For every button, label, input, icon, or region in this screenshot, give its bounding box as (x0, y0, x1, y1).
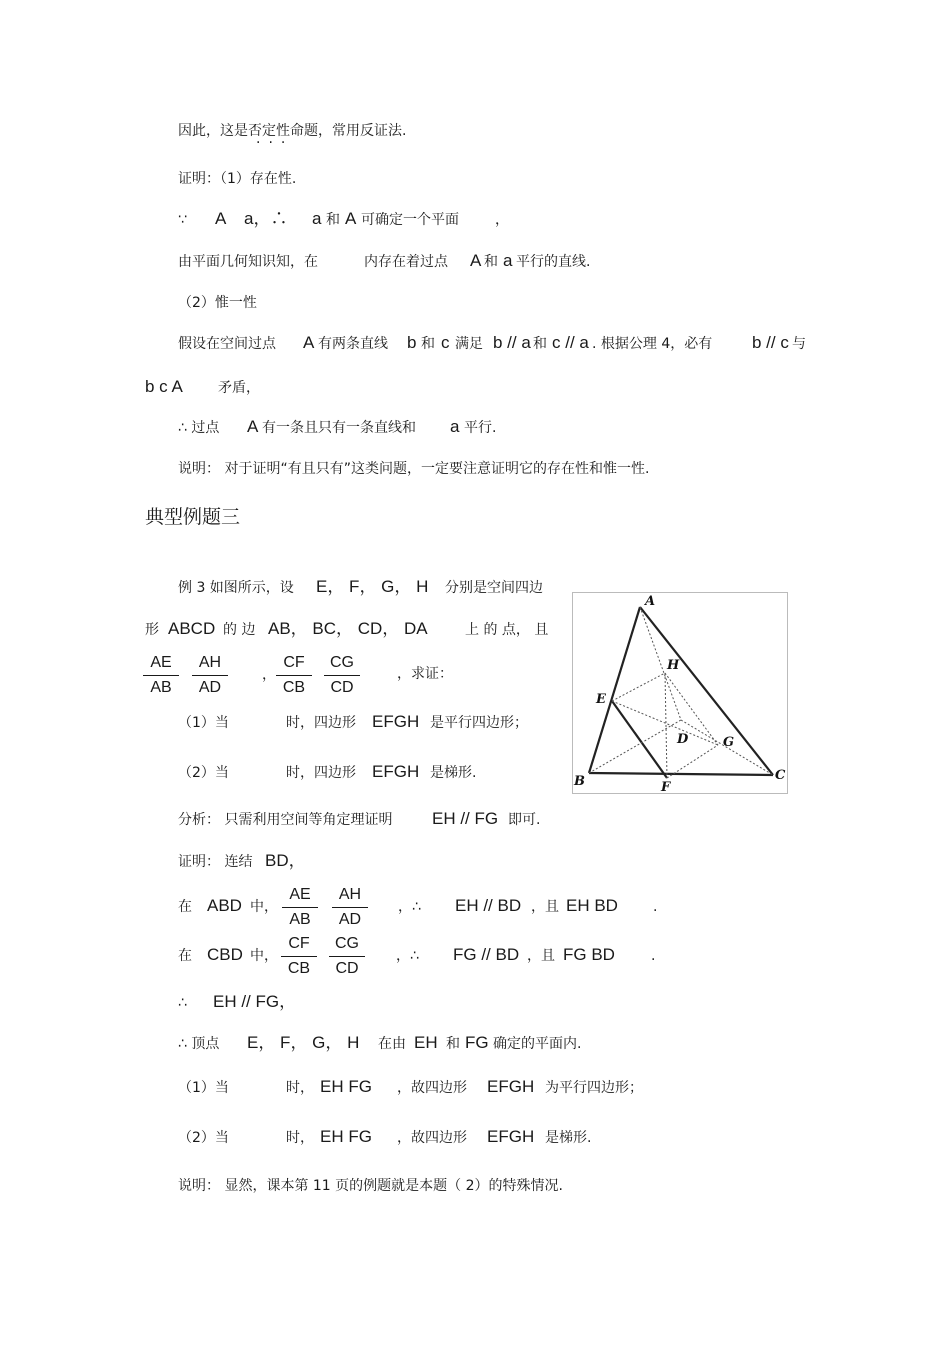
text-line: 为平行四边形； (545, 1080, 643, 1096)
text-line: （2）惟一性 (178, 295, 257, 311)
fraction: AE AB (282, 885, 318, 930)
text-line: 是梯形. (430, 765, 477, 781)
text-line: ，且 (531, 899, 559, 915)
text-line: ，求证： (397, 666, 453, 682)
text-line: FG BD (563, 945, 615, 964)
text-line: 和 (446, 1036, 460, 1052)
text-line: FG // BD (453, 945, 520, 964)
text-line: EH FG (320, 1077, 372, 1096)
text-line: BD， (265, 851, 306, 870)
text-line: EH // FG (432, 809, 499, 828)
fraction: CF CB (276, 653, 312, 698)
text-line: 在 (178, 899, 192, 915)
text-line: ∴ (178, 995, 187, 1011)
text-line: 矛盾， (218, 380, 260, 396)
text-line: 时， (286, 1080, 314, 1096)
text-line: ABD (207, 896, 242, 915)
text-line: b // a (493, 333, 531, 352)
text-line: a (312, 209, 322, 228)
text-line: . (653, 899, 658, 915)
point-label-D: D (677, 732, 689, 747)
text-line: 内存在着过点 (364, 254, 448, 270)
text-line: 形 (145, 622, 159, 638)
fraction: AH AD (332, 885, 368, 930)
point-label-H: H (667, 658, 680, 673)
text-line: 即可. (508, 812, 541, 828)
text-line: b c A (145, 377, 183, 396)
text-line: EFGH (372, 762, 420, 781)
fraction: AE AB (143, 653, 179, 698)
text-line: A (345, 209, 357, 228)
text-line: a (503, 251, 513, 270)
text-line: ∴ 顶点 (178, 1036, 220, 1052)
text-line: ，故四边形 (397, 1080, 467, 1096)
tetrahedron-figure (572, 592, 788, 794)
point-label-A: A (645, 594, 656, 609)
text-line: . 根据公理 4，必有 (592, 336, 713, 352)
point-label-E: E (596, 692, 606, 707)
text-line: 上 的 点， 且 (465, 622, 549, 638)
text-line: CBD (207, 945, 243, 964)
text-line: 在由 (378, 1036, 406, 1052)
text-line: 因此，这是否定性命题，常用反证法. (178, 123, 407, 139)
text-line: 和 (533, 336, 547, 352)
section-heading: 典型例题三 (145, 506, 241, 528)
text-line: 由平面几何知识知，在 (178, 254, 318, 270)
text-line: 和 (421, 336, 435, 352)
edge-BC (589, 773, 773, 775)
emphasis-dots: ··· (256, 135, 294, 151)
text-line: b // c (752, 333, 789, 352)
text-line: 例 3 如图所示，设 (178, 580, 294, 596)
text-line: 中， (250, 899, 278, 915)
text-line: 在 (178, 948, 192, 964)
text-line: EFGH (372, 712, 420, 731)
text-line: 确定的平面内. (493, 1036, 582, 1052)
text-line: FG (465, 1033, 489, 1052)
text-line: 的 边 (223, 622, 256, 638)
text-line: 和 (484, 254, 498, 270)
fraction: CG CD (329, 934, 365, 979)
text-line: 与 (792, 336, 806, 352)
point-label-F: F (661, 780, 671, 793)
text-line: （2）当 (178, 1130, 229, 1146)
text-line: 有两条直线 (318, 336, 388, 352)
text-line: 证明： 连结 (178, 854, 253, 870)
text-line: ，∴ (398, 899, 421, 915)
text-line: EFGH (487, 1077, 535, 1096)
point-label-B: B (574, 774, 585, 789)
fraction: AH AD (192, 653, 228, 698)
text-line: 是梯形. (545, 1130, 592, 1146)
text-line: A (303, 333, 315, 352)
segment-EH (612, 673, 665, 701)
text-line: 时， (286, 1130, 314, 1146)
text-line: （2）当 (178, 765, 229, 781)
text-line: ， (262, 667, 276, 683)
text-line: 和 (326, 212, 340, 228)
text-line: 是平行四边形； (430, 715, 528, 731)
text-line: 满足 (455, 336, 483, 352)
text-line: b (407, 333, 417, 352)
point-label-G: G (723, 735, 735, 750)
text-line: ，故四边形 (397, 1130, 467, 1146)
text-line: c (441, 333, 450, 352)
text-line: ∵ (178, 212, 187, 228)
segment-HG (665, 673, 718, 745)
text-line: A (247, 417, 259, 436)
text-line: 平行. (464, 420, 497, 436)
text-line: A (470, 251, 482, 270)
text-line: 有一条且只有一条直线和 (262, 420, 416, 436)
text-line: 分析： 只需利用空间等角定理证明 (178, 812, 393, 828)
text-line: （1）当 (178, 715, 229, 731)
text-line: E， F， G， H (247, 1033, 360, 1052)
text-line: 时，四边形 (286, 765, 356, 781)
text-line: 平行的直线. (516, 254, 591, 270)
text-line: EH BD (566, 896, 618, 915)
text-line: 时，四边形 (286, 715, 356, 731)
text-line: （1）当 (178, 1080, 229, 1096)
point-label-C: C (775, 768, 786, 783)
text-line: EH // FG， (213, 992, 297, 1011)
text-line: AB， BC， CD， DA (268, 619, 428, 638)
text-line: 说明： 显然，课本第 11 页的例题就是本题（ 2）的特殊情况. (178, 1178, 563, 1194)
segment-HF (665, 673, 667, 778)
text-line: EH // BD (455, 896, 522, 915)
text-line: ， (495, 212, 509, 228)
text-line: ABCD (168, 619, 216, 638)
text-line: c // a (552, 333, 589, 352)
text-line: A (215, 209, 227, 228)
text-line: ，且 (527, 948, 555, 964)
text-line: 证明：（1）存在性. (178, 171, 297, 187)
text-line: EH (414, 1033, 438, 1052)
edge-AC (640, 607, 773, 775)
fraction: CG CD (324, 653, 360, 698)
text-line: E， F， G， H (316, 577, 429, 596)
text-line: a，∴ (244, 209, 288, 228)
fraction: CF CB (281, 934, 317, 979)
text-line: ∴ 过点 (178, 420, 220, 436)
tetrahedron-diagram (573, 593, 787, 793)
text-line: EH FG (320, 1127, 372, 1146)
text-line: 分别是空间四边 (445, 580, 543, 596)
text-line: 说明： 对于证明“有且只有”这类问题，一定要注意证明它的存在性和惟一性. (178, 461, 650, 477)
text-line: 可确定一个平面 (361, 212, 459, 228)
text-line: EFGH (487, 1127, 535, 1146)
text-line: ，∴ (396, 948, 419, 964)
text-line: 中， (250, 948, 278, 964)
text-line: 假设在空间过点 (178, 336, 276, 352)
text-line: . (651, 948, 656, 964)
text-line: a (450, 417, 460, 436)
